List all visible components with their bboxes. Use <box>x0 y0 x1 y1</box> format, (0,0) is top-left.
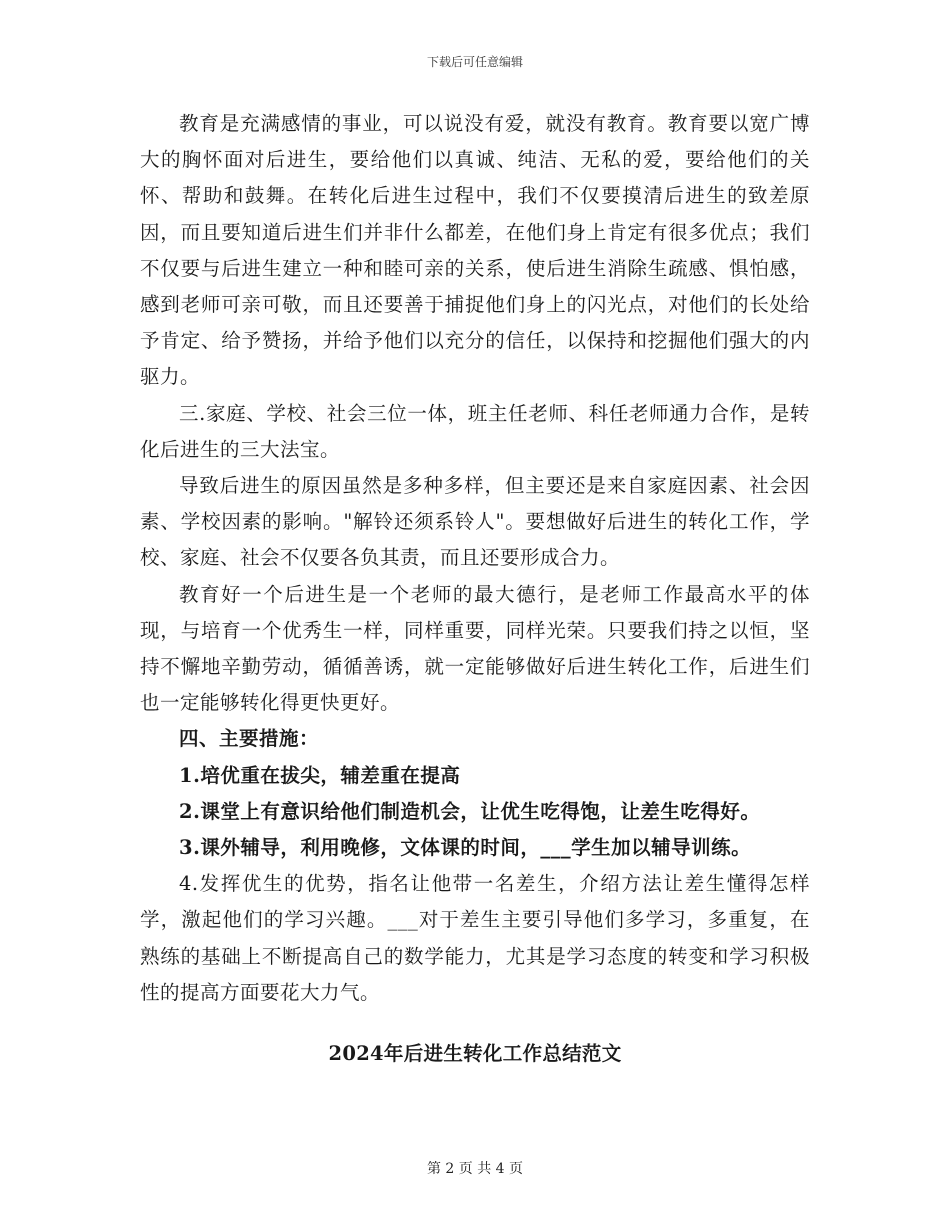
measure-item-1: 1.培优重在拔尖，辅差重在提高 <box>179 763 461 787</box>
page-header-note: 下载后可任意编辑 <box>426 55 523 69</box>
paragraph-causes: 导致后进生的原因虽然是多种多样，但主要还是来自家庭因素、社会因素、学校因素的影响。"解铃还须系铃人"。要想做好后进生的转化工作，学校、家庭、社会不仅要各负其责，而且还要形成合力。 <box>140 474 810 570</box>
measure-item-3: 3.课外辅导，利用晚修，文体课的时间，___学生加以辅导训练。 <box>179 836 752 860</box>
next-document-title: 2024年后进生转化工作总结范文 <box>328 1042 622 1065</box>
measure-item-2: 2.课堂上有意识给他们制造机会，让优生吃得饱，让差生吃得好。 <box>179 799 761 823</box>
paragraph-virtue: 教育好一个后进生是一个老师的最大德行，是老师工作最高水平的体现，与培育一个优秀生一样，同样重要，同样光荣。只要我们持之以恒，坚持不懈地辛勤劳动，循循善诱，就一定能够做好后进生转化工作，后进生们也一定能够转化得更快更好。 <box>140 582 810 715</box>
paragraph-three-in-one: 三.家庭、学校、社会三位一体，班主任老师、科任老师通力合作，是转化后进生的三大法宝。 <box>140 401 810 461</box>
section-heading-measures: 四、主要措施： <box>179 727 320 751</box>
paragraph-love-education: 教育是充满感情的事业，可以说没有爱，就没有教育。教育要以宽广博大的胸怀面对后进生，要给他们以真诚、纯洁、无私的爱，要给他们的关怀、帮助和鼓舞。在转化后进生过程中，我们不仅要摸清后进生的致差原因，而且要知道后进生们并非什么都差，在他们身上肯定有很多优点；我们不仅要与后进生建立一种和睦可亲的关系，使后进生消除生疏感、惧怕感，感到老师可亲可敬，而且还要善于捕捉他们身上的闪光点，对他们的长处给予肯定、给予赞扬，并给予他们以充分的信任，以保持和挖掘他们强大的内驱力。 <box>140 112 810 389</box>
document-body <box>140 106 810 1011</box>
page-number-footer: 第 2 页 共 4 页 <box>426 1161 524 1177</box>
measure-item-4: 4.发挥优生的优势，指名让他带一名差生，介绍方法让差生懂得怎样学，激起他们的学习兴趣。___对于差生主要引导他们多学习，多重复，在熟练的基础上不断提高自己的数学能力，尤其是学习态度的转变和学习积极性的提高方面要花大力气。 <box>140 872 810 1004</box>
